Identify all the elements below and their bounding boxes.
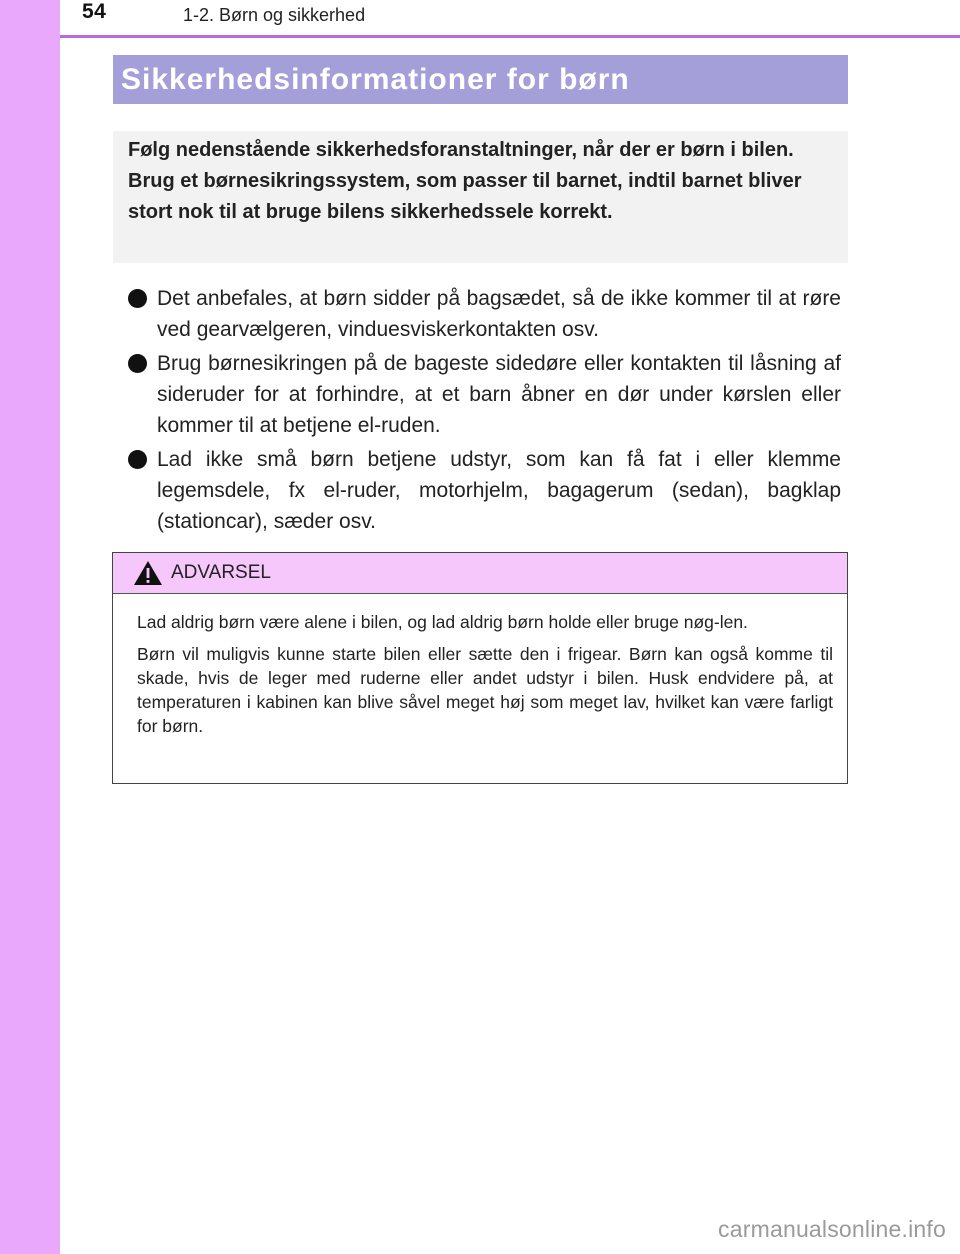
bullet-icon [128,450,147,469]
intro-line-1: Følg nedenstående sikkerhedsforanstaltninger, når der er børn i bilen. [128,139,794,161]
list-item-text: Det anbefales, at børn sidder på bagsædet, så de ikke kommer til at røre ved gearvælgeren, vinduesviskerkontakten osv. [157,287,841,341]
list-item-text: Lad ikke små børn betjene udstyr, som kan få fat i eller klemme legemsdele, fx el-ruder, motorhjelm, bagagerum (sedan), bagklap (stationcar), sæder osv. [157,448,841,533]
bullet-icon [128,289,147,308]
warning-triangle-icon [133,560,163,586]
watermark: carmanualsonline.info [718,1216,946,1242]
side-color-strip [0,0,60,1254]
bullet-list [128,283,841,540]
intro-line-2: Brug et børnesikringssystem, som passer til barnet, indtil barnet bliver stort nok til at bruge bilens sikkerhedssele korrekt. [128,170,802,223]
bullet-icon [128,354,147,373]
list-item [128,348,841,441]
warning-paragraph-2: Børn vil muligvis kunne starte bilen eller sætte den i frigear. Børn kan også komme til skade, hvis de leger med ruderne eller andet udstyr i bilen. Husk endvidere på, at temperaturen i kabinen kan blive såvel meget høj som meget lav, hvilket kan være farligt for børn. [137,644,833,736]
list-item [128,283,841,345]
list-item-text: Brug børnesikringen på de bageste sidedøre eller kontakten til låsning af sideruder for at forhindre, at et barn åbner en dør under kørslen eller kommer til at betjene el-ruden. [157,352,841,437]
warning-label: ADVARSEL [171,562,271,583]
list-item [128,444,841,537]
warning-box [112,552,848,784]
warning-paragraph-1: Lad aldrig børn være alene i bilen, og lad aldrig børn holde eller bruge nøg-len. [137,612,748,632]
section-title: Sikkerhedsinformationer for børn [113,55,848,104]
chapter-title: 1-2. Børn og sikkerhed [183,5,366,25]
header-divider [60,35,960,38]
warning-body [113,594,847,738]
intro-box [113,131,848,263]
page-number: 54 [82,0,107,23]
warning-header [113,553,847,594]
